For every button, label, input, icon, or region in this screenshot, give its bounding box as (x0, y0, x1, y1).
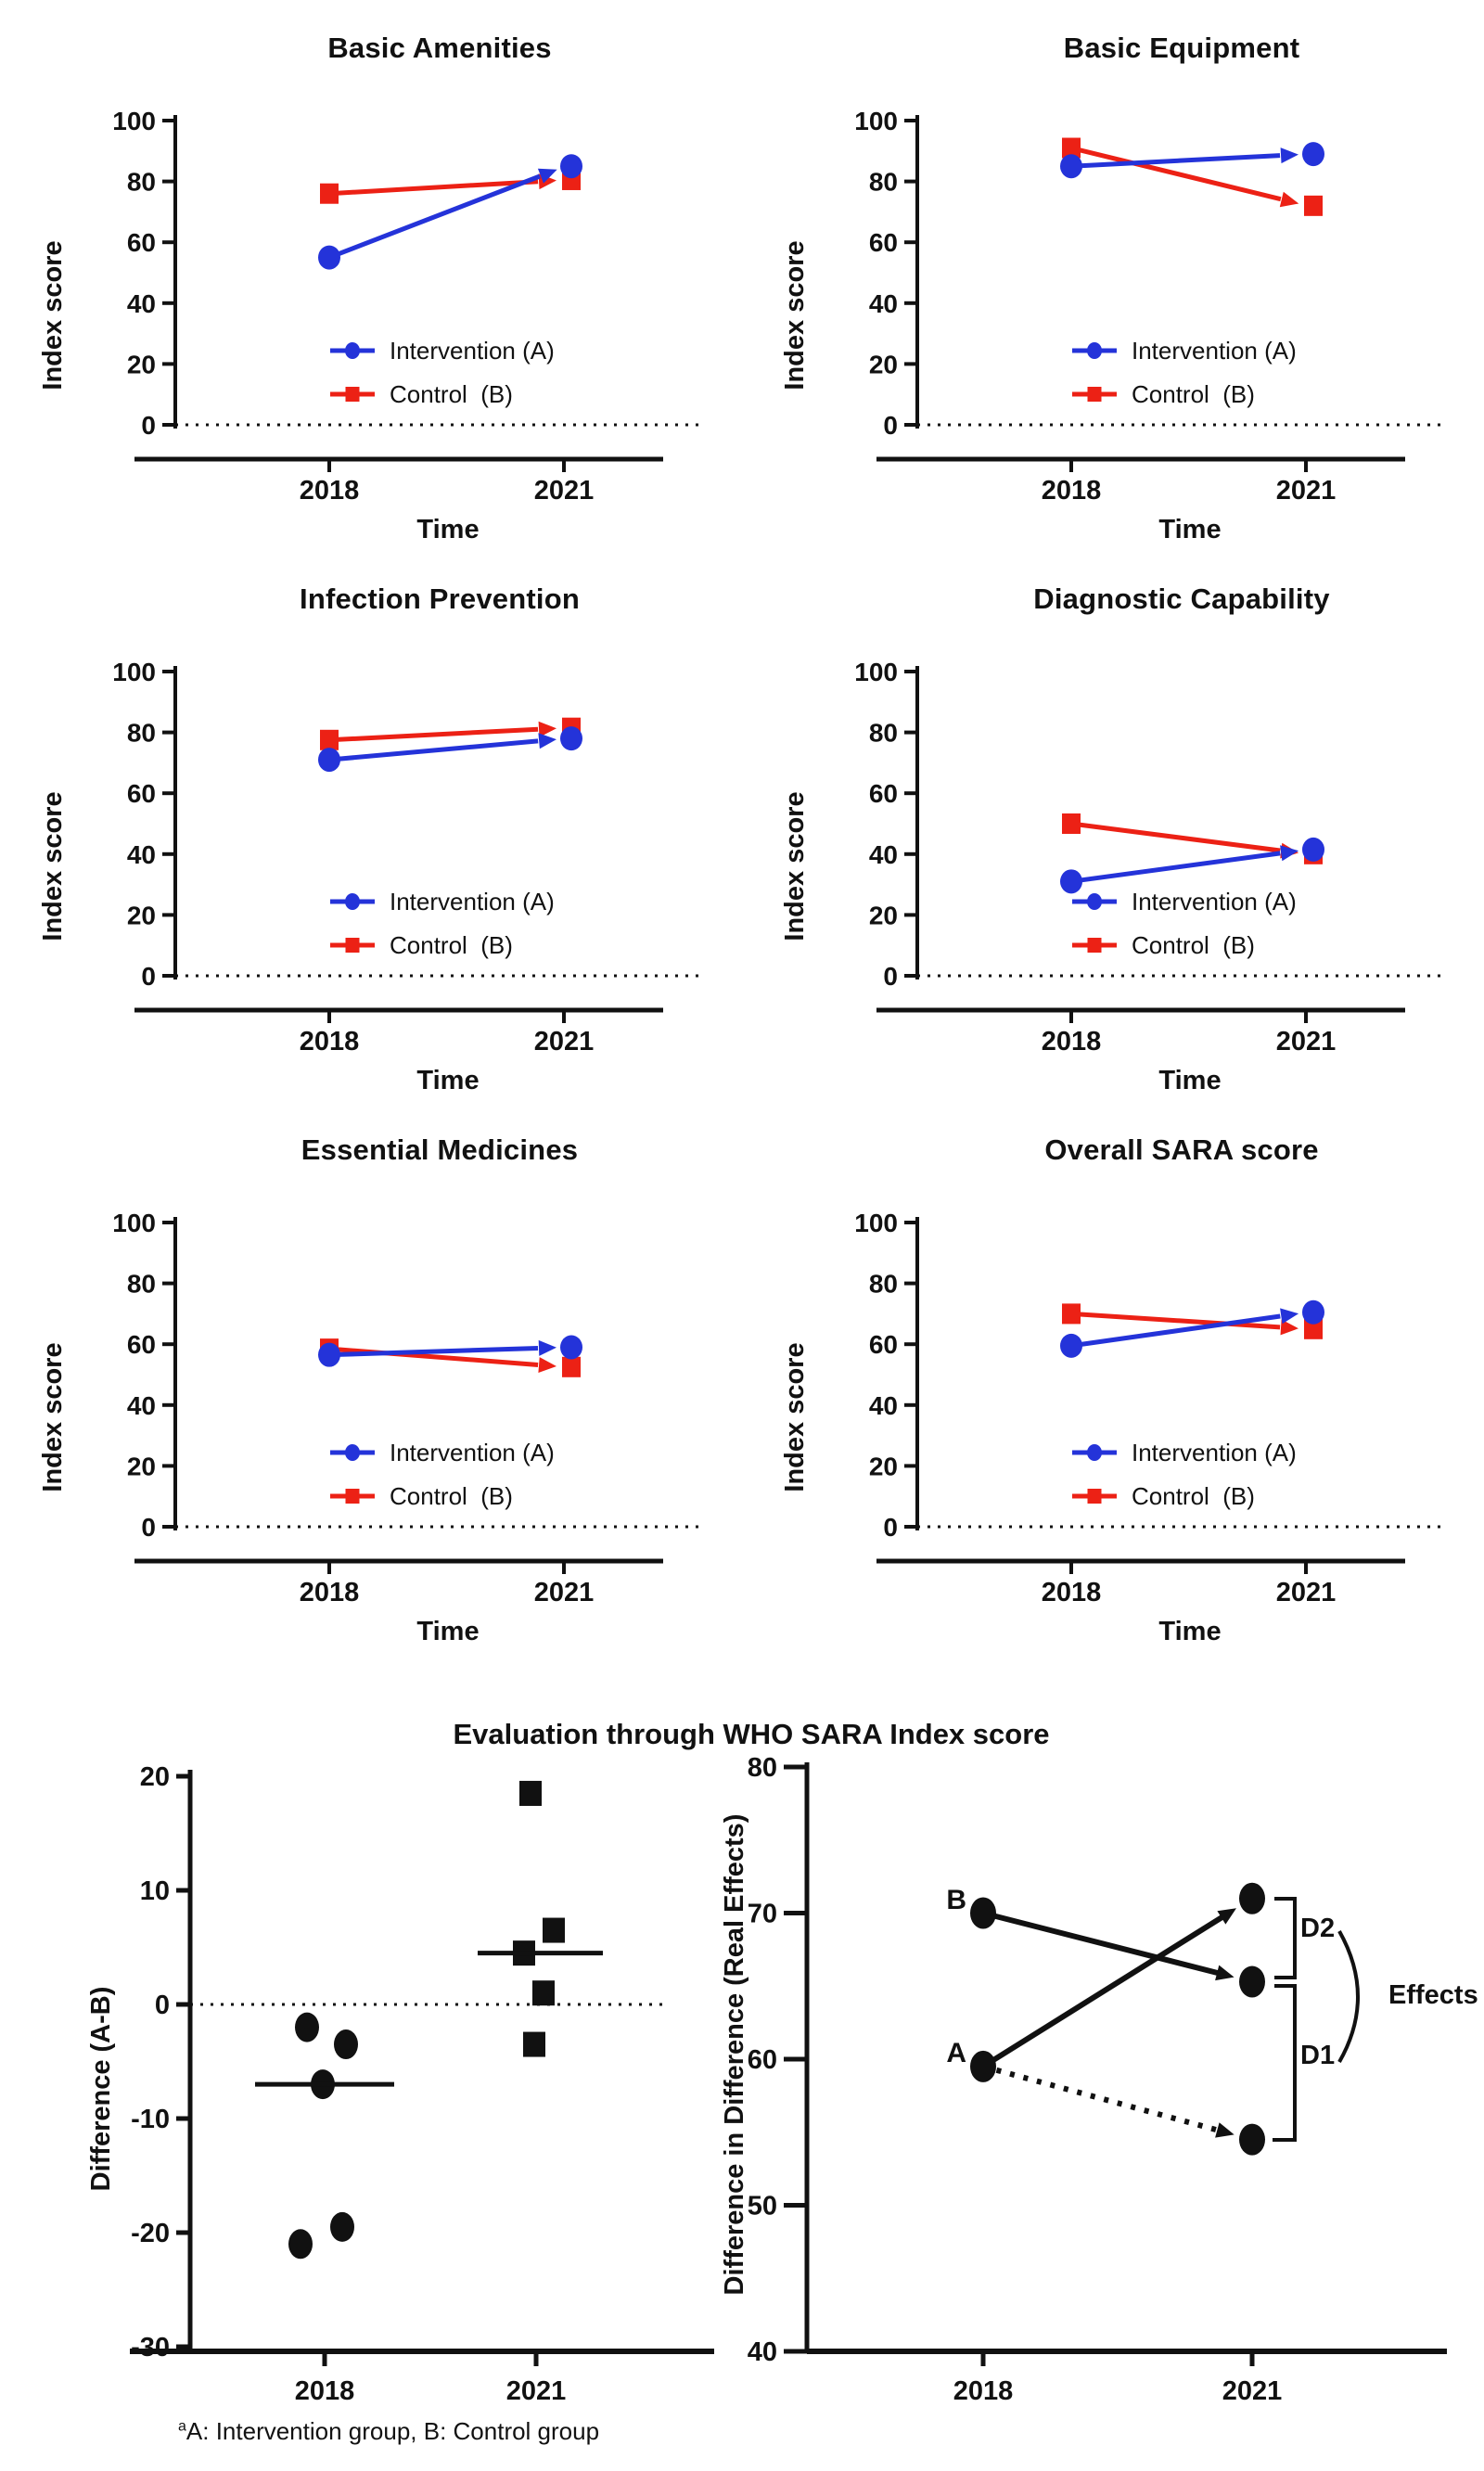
y-tick-label: 80 (126, 167, 156, 197)
y-tick-label: 80 (747, 1753, 777, 1783)
x-tick-label: 2021 (1275, 1027, 1337, 1056)
x-axis-label: Time (1158, 1066, 1222, 1095)
y-tick-label: 10 (139, 1876, 170, 1906)
y-tick-label: 60 (126, 779, 156, 809)
bracket-d2 (1274, 1899, 1295, 1978)
x-tick-label: 2021 (505, 2376, 567, 2406)
scatter-point-2021 (543, 1918, 565, 1943)
legend-label: Intervention (A) (390, 1439, 555, 1466)
x-axis-label: Time (1158, 515, 1222, 544)
legend-label: Intervention (A) (390, 337, 555, 365)
label-effects: Effects (1388, 1980, 1478, 2010)
y-tick-label: 60 (868, 779, 898, 809)
legend-marker-circle (345, 342, 360, 359)
data-point-square (562, 1357, 581, 1377)
arrowhead (1280, 192, 1299, 208)
series-line (1071, 824, 1280, 851)
arrowhead (1280, 1308, 1298, 1324)
y-tick-label: 70 (747, 1899, 777, 1929)
data-point-circle (560, 1335, 582, 1359)
y-axis-label: Index score (38, 1342, 68, 1492)
data-point-square (1304, 196, 1323, 216)
did-point-A_2021 (1239, 1883, 1265, 1914)
x-tick-label: 2021 (1275, 476, 1337, 506)
y-tick-label: 60 (868, 1330, 898, 1360)
legend-marker-square (1088, 1489, 1102, 1504)
y-tick-label: 80 (868, 1269, 898, 1299)
y-tick-label: 80 (868, 718, 898, 748)
y-tick-label: 40 (126, 288, 156, 318)
y-axis-label: Index score (780, 1342, 810, 1492)
y-tick-label: 0 (141, 411, 156, 440)
label-d2: D2 (1300, 1914, 1336, 1943)
legend-marker-circle (1087, 1444, 1102, 1461)
y-tick-label: 20 (139, 1762, 170, 1792)
x-tick-label: 2018 (1041, 476, 1102, 506)
arrowhead (538, 1357, 556, 1373)
x-tick-label: 2018 (294, 2376, 355, 2406)
y-tick-label: 60 (747, 2045, 777, 2075)
x-tick-label: 2021 (533, 1027, 595, 1056)
legend-label: Intervention (A) (1132, 337, 1297, 365)
data-point-circle (318, 1343, 340, 1367)
data-point-circle (1060, 154, 1082, 178)
y-tick-label: 20 (868, 1452, 898, 1481)
panel-title: Basic Amenities (327, 32, 552, 64)
infection-prevention-chart (0, 551, 742, 1102)
legend-label: Control (B) (390, 1482, 513, 1510)
effects-brace (1339, 1931, 1358, 2062)
x-tick-label: 2018 (953, 2376, 1014, 2406)
scatter-point-2018 (288, 2229, 313, 2259)
y-tick-label: -20 (131, 2219, 170, 2248)
evaluation-section (0, 1653, 1484, 2471)
arrowhead (1215, 1965, 1235, 1981)
y-axis-label: Index score (780, 791, 810, 941)
y-tick-label: 100 (112, 107, 156, 135)
legend-label: Intervention (A) (1132, 1439, 1297, 1466)
scatter-point-2018 (330, 2212, 354, 2242)
y-axis-label: Difference (A-B) (86, 1986, 116, 2192)
label-d1: D1 (1300, 2041, 1336, 2070)
data-point-circle (318, 748, 340, 772)
y-tick-label: 50 (747, 2191, 777, 2221)
scatter-point-2018 (334, 2029, 358, 2059)
legend-marker-square (346, 387, 360, 402)
y-tick-label: 40 (868, 288, 898, 318)
y-tick-label: 40 (747, 2337, 777, 2367)
y-tick-label: 80 (126, 718, 156, 748)
y-tick-label: 100 (854, 107, 898, 135)
x-tick-label: 2018 (299, 1578, 360, 1607)
data-point-square (1062, 1303, 1081, 1324)
legend-marker-circle (1087, 342, 1102, 359)
legend-label: Control (B) (390, 380, 513, 408)
legend-marker-circle (1087, 893, 1102, 910)
panel-title: Infection Prevention (300, 583, 580, 615)
scatter-point-2018 (295, 2013, 319, 2042)
y-tick-label: 0 (883, 411, 898, 440)
y-tick-label: 40 (126, 839, 156, 869)
arrowhead (538, 733, 556, 749)
panel-basic-amenities (0, 0, 742, 551)
panel-essential-medicines (0, 1102, 742, 1653)
legend-marker-square (346, 1489, 360, 1504)
point-label-a: A (946, 2038, 966, 2068)
legend-label: Intervention (A) (390, 888, 555, 915)
y-tick-label: 0 (883, 1513, 898, 1542)
y-tick-label: 100 (112, 1209, 156, 1237)
x-tick-label: 2021 (533, 1578, 595, 1607)
legend-marker-square (1088, 938, 1102, 953)
y-tick-label: 20 (868, 350, 898, 379)
legend-label: Control (B) (1132, 380, 1255, 408)
panel-title: Overall SARA score (1044, 1133, 1319, 1166)
y-tick-label: 80 (868, 167, 898, 197)
y-tick-label: 100 (854, 658, 898, 686)
basic-equipment-chart (742, 0, 1484, 551)
y-tick-label: 60 (126, 228, 156, 258)
data-point-square (320, 730, 339, 750)
y-tick-label: -30 (131, 2333, 170, 2362)
series-line (1071, 853, 1280, 881)
scatter-point-2021 (519, 1781, 542, 1806)
y-tick-label: 60 (126, 1330, 156, 1360)
panel-title: Diagnostic Capability (1033, 583, 1330, 615)
x-tick-label: 2018 (299, 476, 360, 506)
y-axis-label: Index score (780, 240, 810, 390)
series-line (329, 741, 538, 760)
data-point-circle (1060, 1334, 1082, 1358)
legend-marker-circle (345, 1444, 360, 1461)
data-point-circle (1302, 142, 1324, 166)
series-line (329, 729, 538, 740)
panel-title: Basic Equipment (1063, 32, 1300, 64)
diagnostic-capability-chart (742, 551, 1484, 1102)
did-point-B_2021 (1239, 1966, 1265, 1998)
x-tick-label: 2021 (1222, 2376, 1283, 2406)
panel-basic-equipment (742, 0, 1484, 551)
y-tick-label: 40 (868, 1390, 898, 1420)
evaluation-charts (0, 1653, 1484, 2471)
data-point-circle (560, 726, 582, 750)
y-tick-label: 0 (154, 1991, 170, 2020)
legend-marker-square (1088, 387, 1102, 402)
basic-amenities-chart (0, 0, 742, 551)
legend-marker-circle (345, 893, 360, 910)
y-tick-label: 40 (868, 839, 898, 869)
data-point-circle (318, 246, 340, 270)
essential-medicines-chart (0, 1102, 742, 1653)
y-tick-label: 0 (141, 1513, 156, 1542)
x-axis-label: Time (416, 1066, 480, 1095)
y-axis-label: Index score (38, 791, 68, 941)
series-line (983, 1916, 1223, 2067)
footnote-superscript: a (178, 2418, 186, 2435)
y-tick-label: 60 (868, 228, 898, 258)
x-axis-label: Time (416, 515, 480, 544)
legend-label: Control (B) (390, 931, 513, 959)
data-point-circle (1302, 838, 1324, 862)
y-tick-label: 20 (126, 901, 156, 930)
y-tick-label: -10 (131, 2105, 170, 2134)
y-tick-label: 20 (868, 901, 898, 930)
did-point-B_2018 (970, 1898, 996, 1929)
legend-marker-square (346, 938, 360, 953)
x-tick-label: 2018 (1041, 1027, 1102, 1056)
y-tick-label: 0 (141, 962, 156, 991)
arrowhead (1215, 2122, 1235, 2137)
point-label-b: B (946, 1885, 966, 1915)
y-tick-label: 20 (126, 350, 156, 379)
evaluation-title: Evaluation through WHO SARA Index score (453, 1718, 1050, 1750)
legend-label: Intervention (A) (1132, 888, 1297, 915)
y-tick-label: 0 (883, 962, 898, 991)
data-point-square (320, 184, 339, 204)
x-tick-label: 2021 (1275, 1578, 1337, 1607)
data-point-circle (560, 154, 582, 178)
footnote (178, 2417, 599, 2446)
panel-overall-sara-score (742, 1102, 1484, 1653)
panel-infection-prevention (0, 551, 742, 1102)
arrowhead (539, 1340, 556, 1356)
panel-diagnostic-capability (742, 551, 1484, 1102)
y-tick-label: 100 (854, 1209, 898, 1237)
x-tick-label: 2018 (1041, 1578, 1102, 1607)
bracket-d1 (1273, 1986, 1295, 2140)
y-axis-label: Index score (38, 240, 68, 390)
data-point-square (1062, 813, 1081, 834)
footnote-text: A: Intervention group, B: Control group (186, 2417, 600, 2445)
y-tick-label: 20 (126, 1452, 156, 1481)
data-point-circle (1302, 1300, 1324, 1325)
y-tick-label: 80 (126, 1269, 156, 1299)
y-tick-label: 100 (112, 658, 156, 686)
series-line (983, 2067, 1220, 2131)
x-tick-label: 2021 (533, 476, 595, 506)
x-tick-label: 2018 (299, 1027, 360, 1056)
did-point-A_projected_2021 (1239, 2124, 1265, 2156)
x-axis-label: Time (1158, 1617, 1222, 1646)
data-point-circle (1060, 869, 1082, 893)
legend-label: Control (B) (1132, 931, 1255, 959)
x-axis-label: Time (416, 1617, 480, 1646)
scatter-point-2021 (532, 1980, 555, 2005)
arrowhead (1281, 147, 1298, 163)
did-point-A_2018 (970, 2051, 996, 2082)
scatter-point-2021 (523, 2032, 545, 2057)
legend-label: Control (B) (1132, 1482, 1255, 1510)
panel-title: Essential Medicines (301, 1133, 579, 1166)
y-tick-label: 40 (126, 1390, 156, 1420)
overall-sara-score-chart (742, 1102, 1484, 1653)
y-axis-label: Difference in Difference (Real Effects) (720, 1813, 749, 2296)
